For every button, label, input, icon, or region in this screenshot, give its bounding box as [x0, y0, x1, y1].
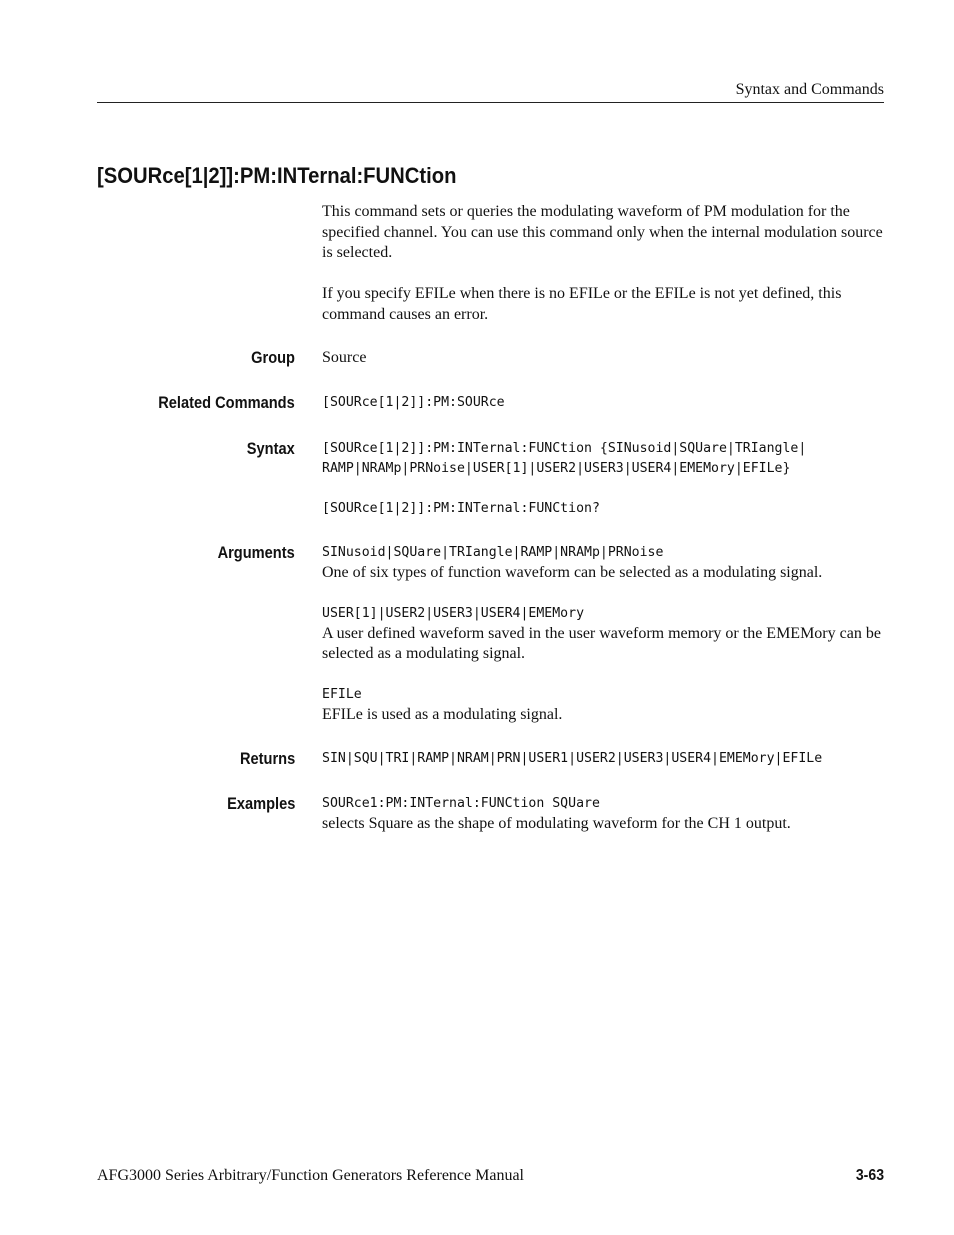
syntax-query: [SOURce[1|2]]:PM:INTernal:FUNCtion? [322, 501, 600, 516]
header-rule [97, 102, 884, 103]
description-paragraph-1: This command sets or queries the modulating waveform of PM modulation for the specified channel. You can use this command only when the internal modulation source is selected. [322, 203, 883, 261]
syntax-label: Syntax [247, 439, 295, 458]
footer-manual-title: AFG3000 Series Arbitrary/Function Generators Reference Manual [97, 1167, 524, 1184]
example-code: SOURce1:PM:INTernal:FUNCtion SQUare [322, 796, 600, 811]
page-number: 3-63 [855, 1167, 884, 1184]
command-title: [SOURce[1|2]]:PM:INTernal:FUNCtion [97, 163, 457, 188]
examples-label: Examples [226, 794, 295, 813]
syntax-set-line-1: [SOURce[1|2]]:PM:INTernal:FUNCtion {SINusoid|SQUare|TRIangle| [322, 441, 807, 456]
argument-code-1: SINusoid|SQUare|TRIangle|RAMP|NRAMp|PRNoise [322, 545, 664, 560]
argument-code-3: EFILe [322, 687, 362, 702]
group-value: Source [322, 349, 367, 366]
description-paragraph-2: If you specify EFILe when there is no EFILe or the EFILe is not yet defined, this command causes an error. [322, 285, 842, 323]
argument-desc-2: A user defined waveform saved in the user waveform memory or the EMEMory can be selected as a modulating signal. [322, 625, 881, 662]
argument-desc-3: EFILe is used as a modulating signal. [322, 706, 563, 723]
returns-value: SIN|SQU|TRI|RAMP|NRAM|PRN|USER1|USER2|USER3|USER4|EMEMory|EFILe [322, 751, 823, 766]
running-head: Syntax and Commands [735, 81, 884, 98]
arguments-label: Arguments [217, 543, 295, 562]
group-label: Group [251, 348, 295, 367]
related-commands-label: Related Commands [158, 393, 295, 412]
example-desc: selects Square as the shape of modulating waveform for the CH 1 output. [322, 815, 791, 832]
argument-code-2: USER[1]|USER2|USER3|USER4|EMEMory [322, 606, 585, 621]
syntax-set-line-2: RAMP|NRAMp|PRNoise|USER[1]|USER2|USER3|USER4|EMEMory|EFILe} [322, 461, 791, 476]
related-command-link[interactable]: [SOURce[1|2]]:PM:SOURce [322, 395, 505, 410]
argument-desc-1: One of six types of function waveform can be selected as a modulating signal. [322, 564, 823, 581]
returns-label: Returns [239, 749, 295, 768]
